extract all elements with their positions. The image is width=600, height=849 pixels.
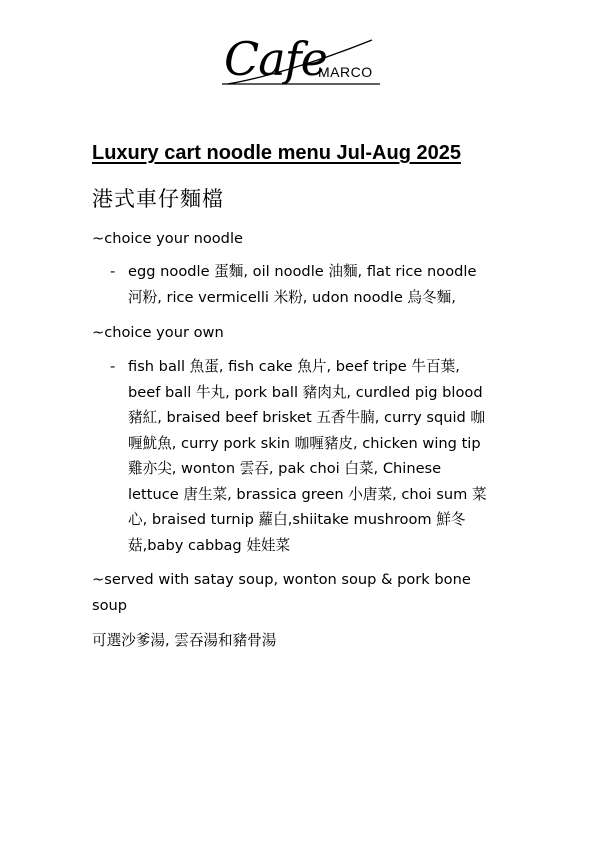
toppings-line: 菇,baby cabbag 娃娃菜 xyxy=(128,536,291,554)
logo-word: Cafe xyxy=(224,32,327,86)
bullet-dash: - xyxy=(110,263,116,280)
toppings-line: 喱魷魚, curry pork skin 咖喱豬皮, chicken wing tip xyxy=(128,434,481,452)
toppings-line: beef ball 牛丸, pork ball 豬肉丸, curdled pig blood xyxy=(128,383,483,401)
soup-note xyxy=(92,567,471,618)
toppings-list xyxy=(92,354,522,558)
noodle-list xyxy=(92,259,522,310)
logo-subtitle: MARCO xyxy=(318,64,373,80)
menu-title: Luxury cart noodle menu Jul-Aug 2025 xyxy=(92,142,461,164)
own-section-heading: ~choice your own xyxy=(92,324,224,341)
soup-note-line: ~served with satay soup, wonton soup & pork bone xyxy=(92,571,471,588)
noodle-line: egg noodle 蛋麵, oil noodle 油麵, flat rice noodle xyxy=(128,263,477,280)
toppings-line: 心, braised turnip 蘿白,shiitake mushroom 鮮冬 xyxy=(128,511,466,528)
bullet-dash: - xyxy=(110,358,116,375)
soup-note-chinese: 可選沙爹湯, 雲吞湯和豬骨湯 xyxy=(92,632,277,649)
toppings-line: fish ball 魚蛋, fish cake 魚片, beef tripe 牛百葉, xyxy=(128,358,460,375)
soup-note-line: soup xyxy=(92,596,128,614)
toppings-line: 豬紅, braised beef brisket 五香牛腩, curry squid 咖 xyxy=(128,409,486,426)
noodle-section-heading: ~choice your noodle xyxy=(92,230,243,247)
toppings-line: 雞亦尖, wonton 雲吞, pak choi 白菜, Chinese xyxy=(128,460,442,477)
list-item xyxy=(92,259,522,310)
toppings-line: lettuce 唐生菜, brassica green 小唐菜, choi sum 菜 xyxy=(128,485,487,503)
noodle-line: 河粉, rice vermicelli 米粉, udon noodle 烏冬麵, xyxy=(128,288,456,306)
menu-subtitle-chinese: 港式車仔麵檔 xyxy=(92,187,224,211)
list-item xyxy=(92,354,522,558)
cafe-marco-logo xyxy=(222,34,382,90)
